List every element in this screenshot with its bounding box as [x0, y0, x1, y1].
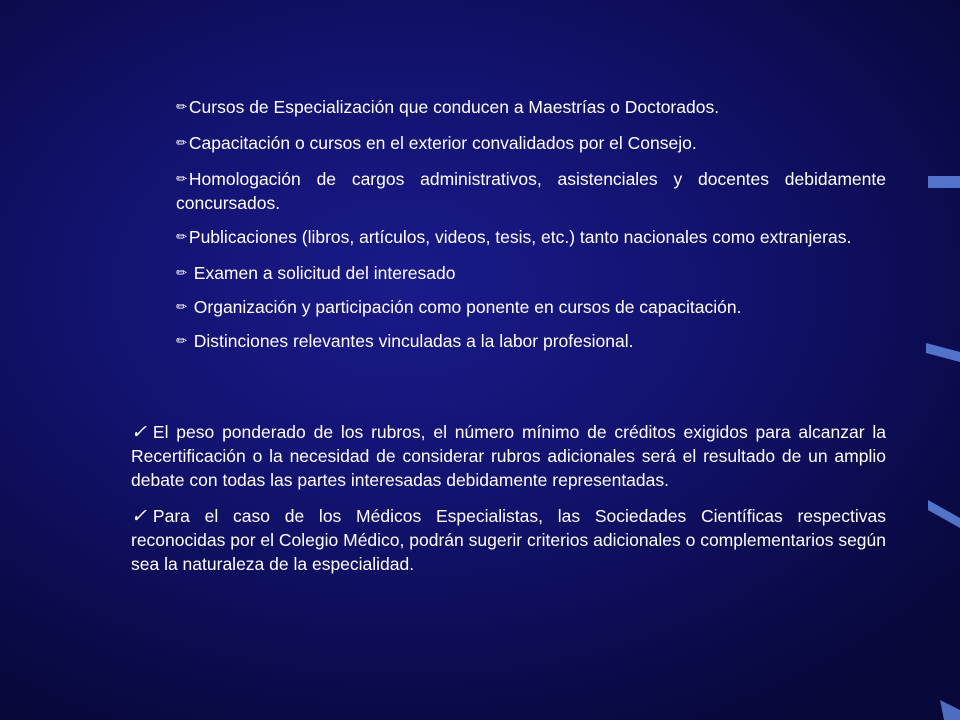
list-item — [176, 226, 886, 250]
list-item — [176, 168, 886, 214]
note-paragraph — [131, 504, 886, 576]
note-text: El peso ponderado de los rubros, el número mínimo de créditos exigidos para alcanzar la Recertificación o la necesidad de considerar rubros adicionales será el resultado de un amplio debate con todas las partes interesadas debidamente representadas. — [131, 422, 886, 490]
checkmark-icon: ✓ — [131, 421, 147, 443]
list-item — [176, 330, 886, 354]
pencil-icon: ✏ — [176, 299, 187, 314]
right-edge-mark-4 — [940, 700, 960, 720]
list-item-text: Distinciones relevantes vinculadas a la labor profesional. — [188, 331, 634, 351]
pencil-icon: ✏ — [176, 135, 187, 150]
list-item — [176, 96, 886, 120]
criteria-list — [176, 96, 886, 364]
note-text: Para el caso de los Médicos Especialistas, las Sociedades Científicas respectivas reconocidas por el Colegio Médico, podrán sugerir criterios adicionales o complementarios según sea la naturaleza de la especialidad. — [131, 506, 886, 574]
checkmark-icon: ✓ — [131, 505, 147, 527]
pencil-icon: ✏ — [176, 333, 187, 348]
note-paragraph — [131, 420, 886, 492]
right-edge-mark-1 — [928, 176, 960, 188]
list-item — [176, 132, 886, 156]
right-edge-mark-3 — [928, 500, 960, 528]
pencil-icon: ✏ — [176, 171, 187, 186]
pencil-icon: ✏ — [176, 99, 187, 114]
pencil-icon: ✏ — [176, 229, 187, 244]
list-item-text: Homologación de cargos administrativos, asistenciales y docentes debidamente concursados. — [176, 169, 886, 213]
notes-section — [131, 420, 886, 588]
list-item-text: Organización y participación como ponente en cursos de capacitación. — [188, 297, 742, 317]
pencil-icon: ✏ — [176, 265, 187, 280]
list-item — [176, 296, 886, 320]
right-edge-mark-2 — [926, 343, 960, 362]
list-item-text: Capacitación o cursos en el exterior convalidados por el Consejo. — [188, 133, 697, 153]
list-item — [176, 262, 886, 286]
list-item-text: Publicaciones (libros, artículos, videos, tesis, etc.) tanto nacionales como extranjeras. — [188, 227, 852, 247]
list-item-text: Cursos de Especialización que conducen a Maestrías o Doctorados. — [188, 97, 720, 117]
list-item-text: Examen a solicitud del interesado — [188, 263, 456, 283]
